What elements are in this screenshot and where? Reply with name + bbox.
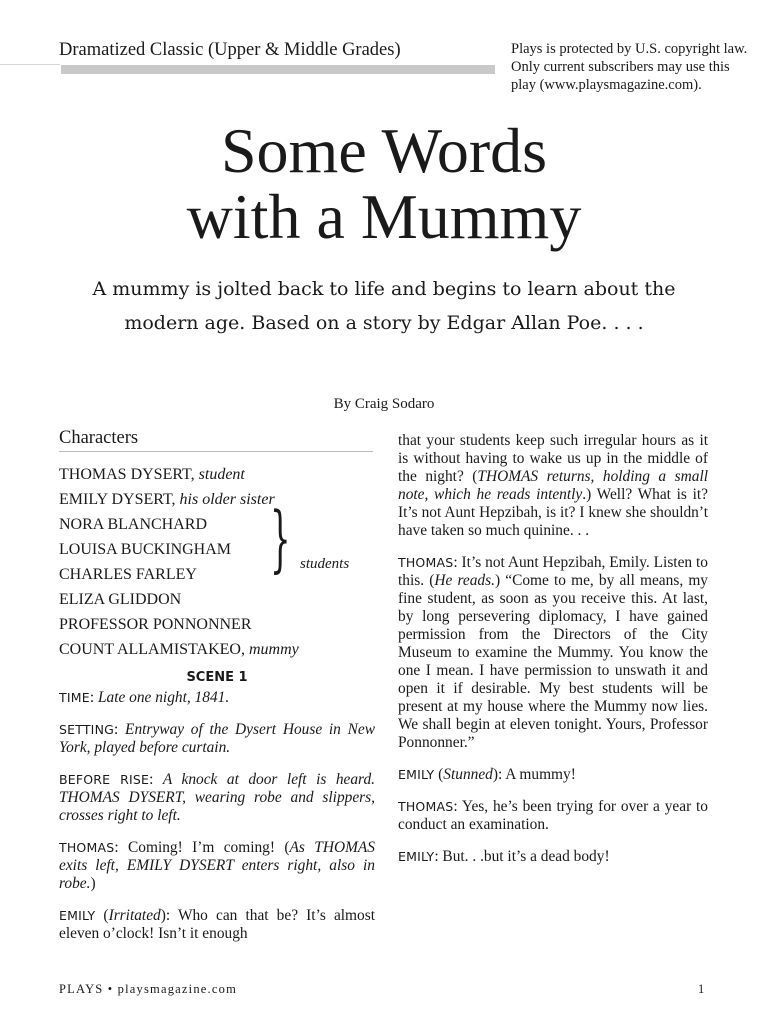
dialogue-text: ) — [90, 875, 96, 892]
dialogue-emily-1-continued — [398, 432, 708, 540]
character-item — [59, 512, 375, 537]
speaker-label: EMILY — [398, 849, 435, 864]
copyright-notice: Plays is protected by U.S. copyright law. Only current subscribers may use this play (www.playsmagazine.com). — [511, 41, 748, 93]
dialogue-text: ( — [434, 766, 444, 783]
dialogue-thomas-2 — [398, 554, 708, 752]
dialogue-emily-3 — [398, 848, 708, 866]
dialogue-text: ( — [95, 907, 109, 924]
title-line-2: with a Mummy — [186, 181, 582, 252]
stage-direction: Stunned — [443, 766, 493, 783]
speaker-label: EMILY — [398, 767, 435, 782]
stage-direction: He reads. — [434, 572, 495, 589]
dialogue-thomas-1 — [59, 839, 375, 893]
dialogue-text: ): A mummy! — [492, 766, 576, 783]
dialogue-text: ): Who can that be? It’s almost eleven o’clock! Isn’t it enough — [59, 907, 375, 942]
character-item — [59, 637, 375, 662]
character-name: EMILY DYSERT, — [59, 491, 176, 508]
right-column — [398, 432, 708, 880]
byline: By Craig Sodaro — [333, 396, 435, 412]
before-rise-text: A knock at door left is heard. THOMAS DYSERT, wearing robe and slippers, crosses right to left. — [59, 771, 376, 824]
character-name: CHARLES FARLEY — [59, 566, 197, 583]
character-name: LOUISA BUCKINGHAM — [59, 541, 232, 558]
character-role: mummy — [248, 641, 299, 658]
dialogue-emily-1 — [59, 907, 375, 943]
dialogue-text: : Yes, he’s been trying for over a year to conduct an examination. — [398, 798, 708, 833]
dialogue-text: : It’s not Aunt Hepzibah, Emily. Listen to this. ( — [398, 554, 708, 589]
time-label: TIME — [59, 690, 90, 705]
setting-label: SETTING — [59, 722, 115, 737]
speaker-label: THOMAS — [398, 555, 454, 570]
character-item — [59, 612, 375, 637]
dialogue-text: .) Well? What is it? It’s not Aunt Hepzibah, is it? I knew she shouldn’t have taken so much quinine. . . — [398, 486, 709, 539]
setting-paragraph: SETTING: Entryway of the Dysert House in New York, played before curtain. — [59, 721, 375, 756]
header-rule — [0, 64, 60, 65]
before-rise-paragraph: BEFORE RISE: A knock at door left is heard. THOMAS DYSERT, wearing robe and slippers, crosses right to left. — [59, 771, 376, 824]
category-label: Dramatized Classic (Upper & Middle Grades) — [59, 40, 401, 60]
students-brace: } — [270, 496, 291, 580]
stage-direction: THOMAS returns, holding a small note, which he reads intently — [398, 468, 708, 503]
character-name: PROFESSOR PONNONNER — [59, 616, 252, 633]
character-name: THOMAS DYSERT, — [59, 466, 195, 483]
time-text: Late one night, 1841. — [97, 689, 230, 706]
character-name: COUNT ALLAMISTAKEO, — [59, 641, 245, 658]
page-number: 1 — [698, 982, 705, 996]
character-name: NORA BLANCHARD — [59, 516, 208, 533]
before-rise-label: BEFORE RISE — [59, 772, 150, 787]
dialogue-thomas-3 — [398, 798, 708, 834]
character-item — [59, 587, 375, 612]
character-item — [59, 487, 375, 512]
dialogue-text: : Coming! I’m coming! ( — [114, 839, 290, 856]
footer-publication: PLAYS • playsmagazine.com — [59, 982, 237, 996]
characters-heading: Characters — [59, 428, 373, 452]
speaker-label: EMILY — [59, 908, 96, 923]
dialogue-text: ) “Come to me, by all means, my fine student, as soon as you receive this. At last, by long persevering diplomacy, I have gained permission from the Directors of the City Museum to examine the Mummy. You know the one I mean. I have permission to unswath it and open it if desirable. My best students will be present at my house where the Mummy now lies. We shall begin at eleven tonight. Yours, Professor Ponnonner.” — [398, 572, 708, 751]
play-subtitle: A mummy is jolted back to life and begins to learn about the modern age. Based on a story by Edgar Allan Poe. . . . — [92, 278, 676, 334]
stage-direction: Irritated — [108, 907, 161, 924]
left-column — [59, 428, 375, 957]
dialogue-emily-2 — [398, 766, 708, 784]
scene-heading: SCENE 1 — [186, 670, 248, 685]
setting-text: Entryway of the Dysert House in New York, played before curtain. — [59, 721, 375, 756]
speaker-label: THOMAS — [59, 840, 115, 855]
character-name: ELIZA GLIDDON — [59, 591, 182, 608]
title-line-1: Some Words — [220, 115, 548, 186]
dialogue-text: that your students keep such irregular hours as it is without having to wake us up in the middle of the night? ( — [398, 432, 708, 485]
play-title — [0, 115, 768, 252]
dialogue-text: : But. . .but it’s a dead body! — [434, 848, 610, 865]
header-bar — [61, 65, 495, 74]
character-item — [59, 462, 375, 487]
character-role: student — [198, 466, 245, 483]
stage-direction: As THOMAS exits left, EMILY DYSERT enters right, also in robe. — [59, 839, 375, 892]
character-role: his older sister — [179, 491, 275, 508]
students-group-label: students — [300, 556, 350, 572]
speaker-label: THOMAS — [398, 799, 454, 814]
time-paragraph: TIME: Late one night, 1841. — [59, 689, 230, 706]
